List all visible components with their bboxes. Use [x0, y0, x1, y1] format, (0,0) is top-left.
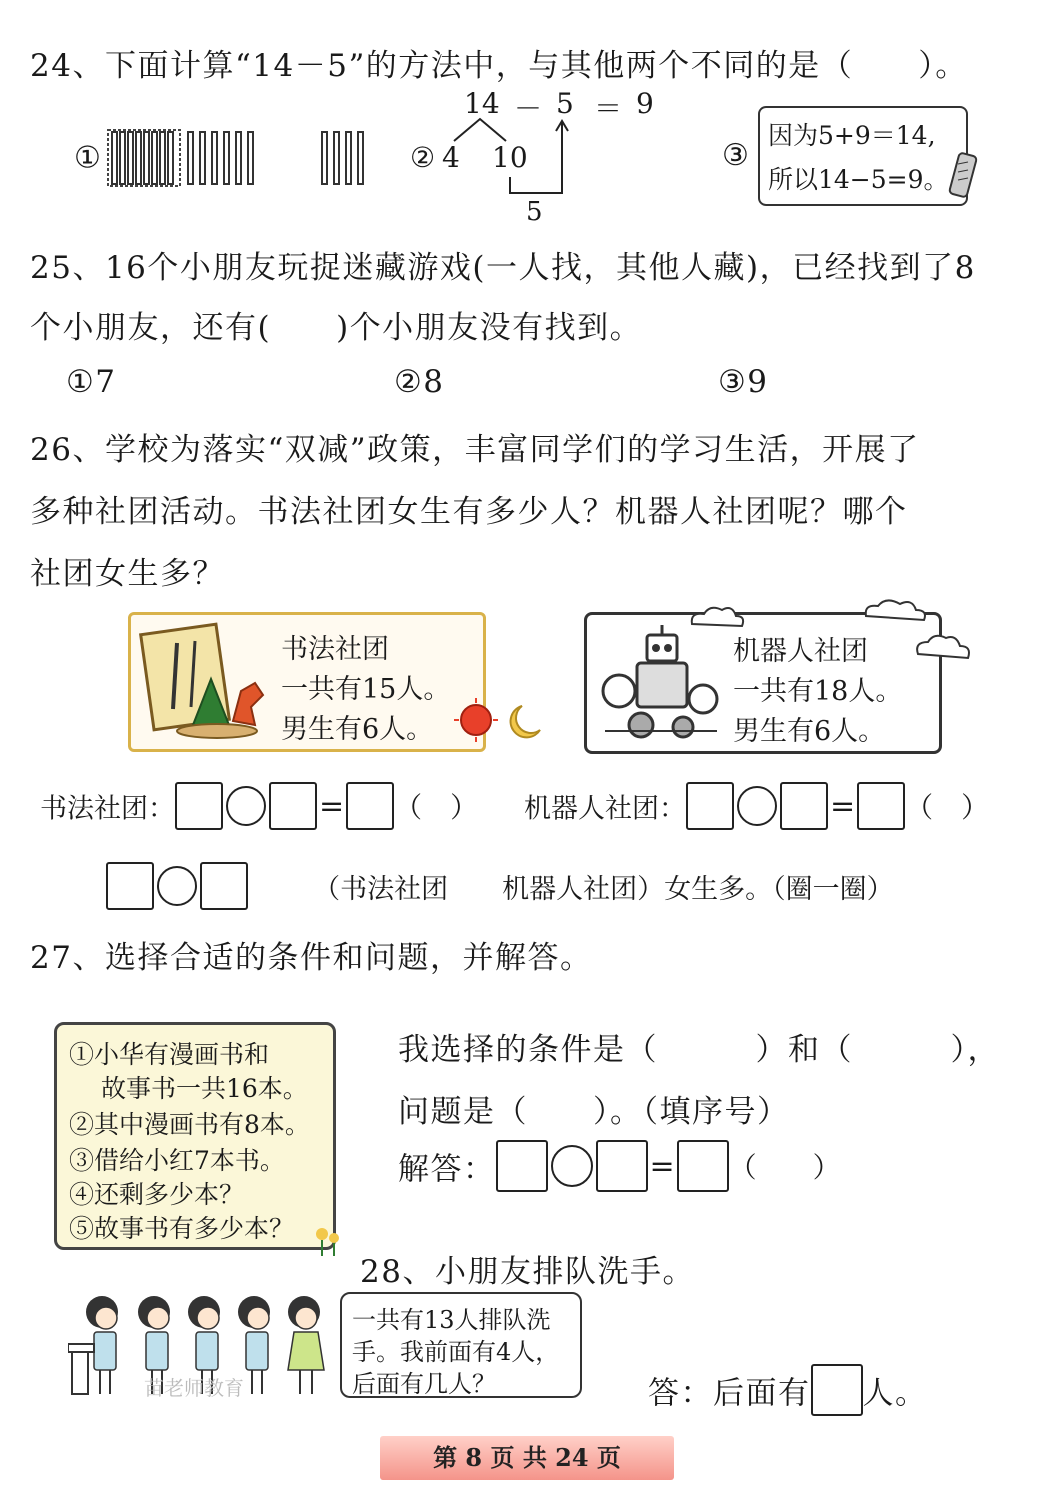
- q26-line3: 社团女生多？: [30, 556, 225, 592]
- calligraphy-club-card: [128, 612, 486, 752]
- condition-1a: ①小华有漫画书和: [69, 1040, 270, 1069]
- q28-answer-prefix: 答：后面有: [648, 1375, 811, 1412]
- q26-circle-choice[interactable]: （书法社团 机器人社团）女生多。（圈一圈）: [313, 873, 894, 905]
- compare-circle[interactable]: [157, 866, 197, 906]
- q24-eq-equals: ＝: [594, 92, 623, 125]
- q24-eq-op: －: [514, 92, 543, 125]
- robot-eq-label: 机器人社团：: [524, 793, 686, 825]
- q24-split-right: 10: [492, 141, 528, 174]
- q28-answer: [648, 1364, 928, 1416]
- condition-2: ②其中漫画书有8本。: [69, 1110, 310, 1139]
- equals-sign: =: [319, 788, 345, 824]
- answer-box[interactable]: [596, 1140, 648, 1192]
- q27-conditions-card: [54, 1022, 336, 1250]
- unit-paren[interactable]: （ ）: [728, 1151, 841, 1184]
- q25-line1: 25、16个小朋友玩捉迷藏游戏(一人找，其他人藏)，已经找到了8: [30, 250, 976, 286]
- q25-option-1: ①7: [66, 364, 117, 400]
- q26-line2: 多种社团活动。书法社团女生有多少人？机器人社团呢？哪个: [30, 494, 908, 530]
- answer-box[interactable]: [677, 1140, 729, 1192]
- bubble-line1: 一共有13人排队洗: [352, 1306, 551, 1334]
- q27-stem: 27、选择合适的条件和问题，并解答。: [30, 940, 593, 976]
- q26-equation-row1: [40, 782, 478, 830]
- q28-answer-suffix: 人。: [862, 1375, 928, 1412]
- calligraphy-club-name: 书法社团: [281, 634, 389, 665]
- answer-box[interactable]: [200, 862, 248, 910]
- q24-eq-b: 5: [556, 87, 574, 120]
- q26-line1: 26、学校为落实“双减”政策，丰富同学们的学习生活，开展了: [30, 432, 920, 468]
- q24-eq-a: 14: [464, 87, 500, 120]
- sticks-illustration: [106, 128, 376, 188]
- question-4: ④还剩多少本？: [69, 1180, 245, 1209]
- q24-eq-result: 9: [636, 87, 654, 120]
- answer-box[interactable]: [857, 782, 905, 830]
- robot-club-boys: 男生有6人。: [733, 716, 886, 747]
- answer-box[interactable]: [686, 782, 734, 830]
- answer-box[interactable]: [811, 1364, 863, 1416]
- answer-box[interactable]: [496, 1140, 548, 1192]
- q28-speech-bubble: [340, 1292, 582, 1398]
- condition-1b: 故事书一共16本。: [101, 1074, 308, 1103]
- bubble-line2: 手。我前面有4人，: [352, 1338, 560, 1366]
- q27-answer-label: 解答：: [398, 1151, 496, 1188]
- flower-icon: [308, 1222, 348, 1258]
- answer-box[interactable]: [175, 782, 223, 830]
- q24-option3-line1: 因为5+9＝14,: [768, 121, 936, 150]
- pencil-icon: [948, 150, 980, 204]
- q26-equation-row2: [106, 862, 894, 910]
- q24-option1: [74, 128, 376, 188]
- operator-circle[interactable]: [551, 1145, 593, 1187]
- calligraphy-club-boys: 男生有6人。: [281, 714, 434, 745]
- q24-split-left: 4: [442, 141, 460, 174]
- operator-circle[interactable]: [737, 786, 777, 826]
- cloud-icons: [680, 598, 980, 668]
- bubble-line3: 后面有几人？: [352, 1370, 496, 1398]
- q25-line2: 个小朋友，还有( )个小朋友没有找到。: [30, 310, 643, 346]
- q27-line2[interactable]: 问题是（ ）。（填序号）: [398, 1094, 790, 1130]
- q26-equation-row1b: [524, 782, 989, 830]
- q25-option-2: ②8: [394, 364, 445, 400]
- q24-option3-card: [758, 106, 968, 206]
- q24-option1-label: ①: [74, 140, 101, 176]
- q27-answer-row: [398, 1140, 841, 1192]
- watermark: 苗老师教育: [144, 1376, 244, 1400]
- question-5: ⑤故事书有多少本？: [69, 1214, 295, 1243]
- calligraphy-icon: [137, 621, 277, 743]
- answer-box[interactable]: [780, 782, 828, 830]
- answer-box[interactable]: [346, 782, 394, 830]
- q24-option2-label: ②: [410, 141, 436, 174]
- q24-bottom: 5: [526, 197, 543, 227]
- q24-option3-line2: 所以14−5=9。: [768, 165, 949, 194]
- condition-3: ③借给小红7本书。: [69, 1146, 285, 1175]
- equals-sign: =: [830, 788, 856, 824]
- answer-box[interactable]: [269, 782, 317, 830]
- page-number-banner: 第 8 页 共 24 页: [380, 1436, 674, 1480]
- q25-option-3: ③9: [718, 364, 769, 400]
- robot-club-total: 一共有18人。: [733, 676, 903, 707]
- unit-paren[interactable]: （ ）: [905, 791, 990, 824]
- q28-stem: 28、小朋友排队洗手。: [360, 1254, 695, 1290]
- q27-line1[interactable]: 我选择的条件是（ ）和（ ），: [398, 1032, 1000, 1068]
- q24-stem: 24、下面计算“14－5”的方法中，与其他两个不同的是（ ）。: [30, 48, 968, 84]
- equals-sign: =: [649, 1148, 675, 1184]
- calligraphy-club-total: 一共有15人。: [281, 674, 451, 705]
- operator-circle[interactable]: [226, 786, 266, 826]
- calligraphy-eq-label: 书法社团：: [40, 793, 175, 825]
- answer-box[interactable]: [106, 862, 154, 910]
- unit-paren[interactable]: （ ）: [394, 791, 479, 824]
- robot-club-name: 机器人社团: [733, 636, 868, 667]
- q24-option3-label: ③: [722, 138, 749, 173]
- sun-moon-icon: [448, 696, 552, 746]
- q24-option2: [410, 85, 670, 225]
